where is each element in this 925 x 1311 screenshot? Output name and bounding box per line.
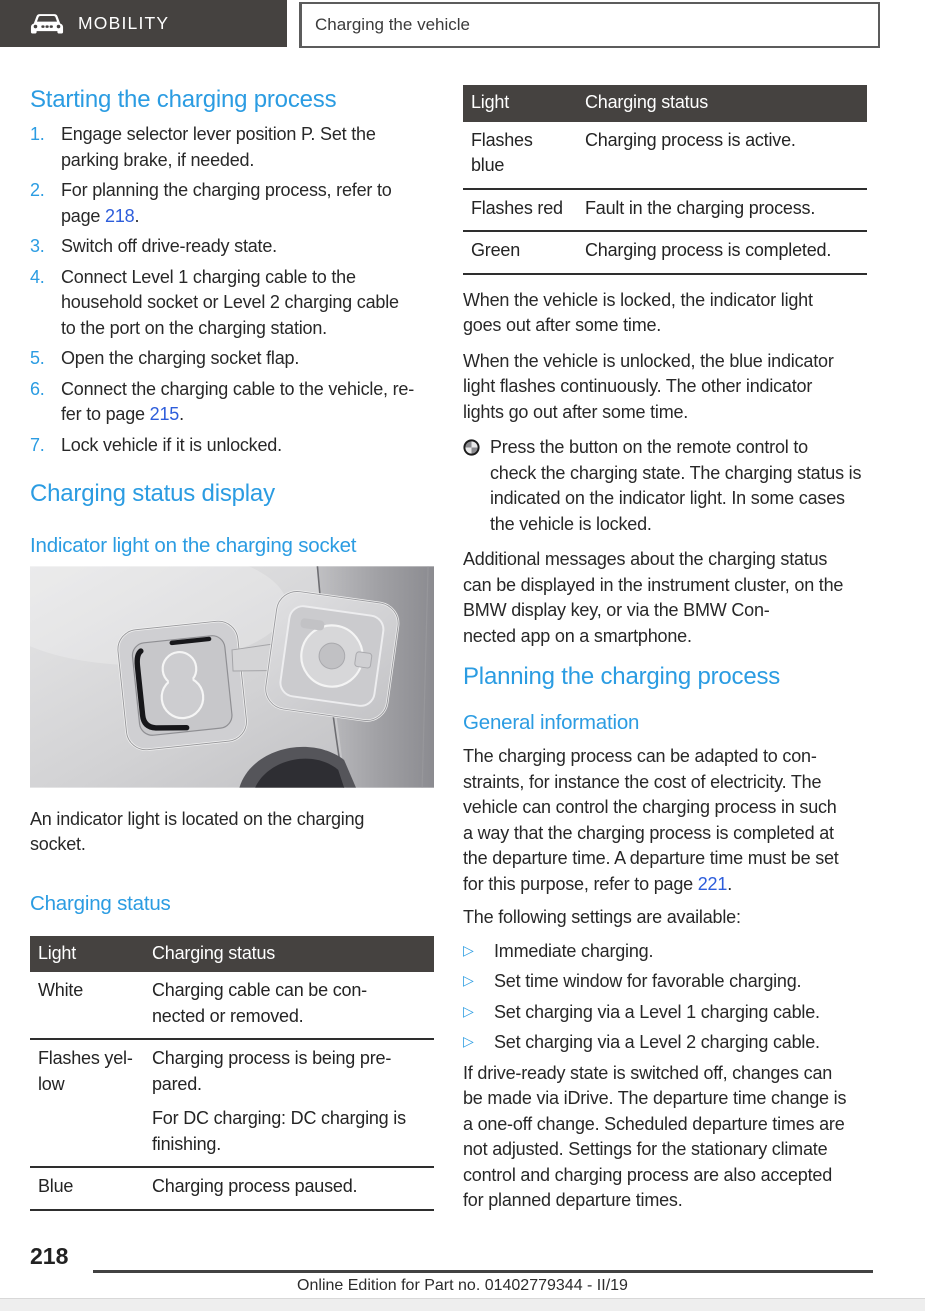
text-segment: be made via iDrive. The departure time change is xyxy=(463,1088,847,1108)
text-segment: socket. xyxy=(30,834,86,854)
text-segment: When the vehicle is unlocked, the blue indicator xyxy=(463,350,834,371)
text-segment: to the port on the charging station. xyxy=(61,317,327,338)
text-segment: Engage selector lever position P. Set the xyxy=(61,124,376,144)
text-segment: . xyxy=(179,404,184,424)
text-segment: Switch off drive-ready state. xyxy=(61,236,277,256)
text-segment: Flashes red xyxy=(471,197,563,218)
list-item xyxy=(463,969,867,995)
text-segment: parking brake, if needed. xyxy=(61,149,255,170)
text-segment: Flashes xyxy=(471,129,533,150)
subheading-charging-status: Charging status xyxy=(30,891,171,915)
list-item xyxy=(463,1030,867,1056)
text-segment: household socket or Level 2 charging cable xyxy=(61,292,399,312)
text-segment: Fault in the charging process. xyxy=(585,197,816,218)
status-cell xyxy=(152,1174,426,1200)
right-column xyxy=(463,85,867,1214)
step-text xyxy=(61,234,434,260)
heading-planning-charging: Planning the charging process xyxy=(463,663,781,690)
light-cell xyxy=(471,128,585,179)
light-cell xyxy=(38,1046,152,1157)
text-segment: pared. xyxy=(152,1073,202,1094)
text-segment: Charging cable can be con- xyxy=(152,980,367,1000)
table-header-row xyxy=(30,936,434,973)
charging-socket-illustration xyxy=(30,565,434,797)
text-segment: for planned departure times. xyxy=(463,1190,683,1210)
list-step xyxy=(30,377,434,428)
text-segment: An indicator light is located on the charging xyxy=(30,808,365,829)
text-segment: For planning the charging process, refer to xyxy=(61,180,392,200)
section-header-bar xyxy=(0,0,287,47)
list-step xyxy=(30,433,434,459)
text-segment: vehicle can control the charging process in such xyxy=(463,797,837,817)
text-segment: straints, for instance the cost of electricity. The xyxy=(463,771,822,792)
list-step xyxy=(30,122,434,173)
text-segment: check the charging state. The charging status is xyxy=(490,462,862,483)
bullet-text: Set charging via a Level 1 charging cable. xyxy=(494,1001,820,1022)
table-row xyxy=(463,122,867,190)
text-segment: Connect the charging cable to the vehicle, re- xyxy=(61,378,415,399)
light-cell xyxy=(38,1174,152,1200)
table-row xyxy=(30,1040,434,1168)
list-step xyxy=(30,234,434,260)
paragraph-vehicle-locked xyxy=(463,288,867,339)
bmw-roundel-icon xyxy=(463,439,480,456)
settings-bullet-list xyxy=(463,939,867,1056)
step-number: 6. xyxy=(30,378,45,399)
paragraph-vehicle-unlocked xyxy=(463,349,867,426)
step-text xyxy=(61,265,434,342)
triangle-bullet-icon: ▷ xyxy=(463,942,474,959)
step-text xyxy=(61,346,434,372)
text-segment: Charging process is active. xyxy=(585,129,796,150)
viewer-bottom-strip xyxy=(0,1298,925,1311)
text-segment: . xyxy=(727,873,732,894)
table-row xyxy=(30,1168,434,1211)
text-segment: control and charging process are also accepted xyxy=(463,1164,833,1185)
list-item xyxy=(463,1000,867,1026)
table-row xyxy=(463,232,867,275)
paragraph-drive-ready xyxy=(463,1061,867,1214)
list-step xyxy=(30,265,434,342)
text-segment: can be displayed in the instrument cluster, on the xyxy=(463,574,844,595)
text-segment: If drive-ready state is switched off, changes can xyxy=(463,1062,833,1083)
step-number: 1. xyxy=(30,124,45,144)
text-segment: indicated on the indicator light. In some cases xyxy=(490,488,845,508)
status-cell xyxy=(152,1046,426,1157)
left-column xyxy=(30,86,434,1211)
step-number: 5. xyxy=(30,348,45,368)
table-row xyxy=(463,190,867,233)
text-segment: fer to page xyxy=(61,404,150,424)
charging-status-table-left xyxy=(30,936,434,1211)
triangle-bullet-icon: ▷ xyxy=(463,1034,474,1050)
page-link[interactable]: 218 xyxy=(105,205,135,226)
paragraph-general-information xyxy=(463,744,867,897)
text-segment: Charging process is completed. xyxy=(585,240,832,260)
text-segment: light flashes continuously. The other indicator xyxy=(463,376,813,396)
paragraph-additional-messages xyxy=(463,547,867,649)
settings-intro: The following settings are available: xyxy=(463,907,741,927)
bullet-text: Set time window for favorable charging. xyxy=(494,971,802,991)
table-header-row xyxy=(463,85,867,122)
text-segment: Connect Level 1 charging cable to the xyxy=(61,266,356,287)
text-segment: low xyxy=(38,1073,65,1094)
page-link[interactable]: 221 xyxy=(697,873,728,894)
text-segment: lights go out after some time. xyxy=(463,401,689,422)
table-header-cell: Light xyxy=(38,942,77,963)
light-cell xyxy=(471,196,585,222)
car-front-icon xyxy=(30,11,64,37)
text-segment: Lock vehicle if it is unlocked. xyxy=(61,434,282,455)
text-segment: Additional messages about the charging status xyxy=(463,549,828,569)
page-link[interactable]: 215 xyxy=(149,404,180,424)
text-segment: nected app on a smartphone. xyxy=(463,625,692,646)
heading-starting-charging: Starting the charging process xyxy=(30,86,337,113)
text-segment: finishing. xyxy=(152,1133,222,1154)
heading-charging-status-display: Charging status display xyxy=(30,480,275,507)
text-segment: When the vehicle is locked, the indicator light xyxy=(463,289,813,310)
list-step xyxy=(30,346,434,372)
step-text xyxy=(61,178,434,229)
page-title: Charging the vehicle xyxy=(315,15,470,34)
footer-rule xyxy=(93,1270,873,1273)
list-item xyxy=(463,939,867,965)
step-number: 3. xyxy=(30,236,45,256)
text-segment: Green xyxy=(471,240,521,260)
text-segment: Blue xyxy=(38,1176,74,1196)
step-number: 7. xyxy=(30,434,45,455)
triangle-bullet-icon: ▷ xyxy=(463,1003,474,1020)
text-segment: Press the button on the remote control to xyxy=(490,437,808,457)
text-segment: goes out after some time. xyxy=(463,315,662,335)
page-number: 218 xyxy=(30,1243,69,1269)
light-cell xyxy=(38,978,152,1029)
text-segment: a one-off change. Scheduled departure times are xyxy=(463,1113,845,1134)
text-segment: page xyxy=(61,205,106,226)
footer-note: Online Edition for Part no. 01402779344 - II/19 xyxy=(297,1277,628,1294)
image-caption xyxy=(30,807,434,858)
text-segment: BMW display key, or via the BMW Con- xyxy=(463,600,770,620)
table-row xyxy=(30,972,434,1040)
chapter-title-box xyxy=(299,2,880,48)
bullet-text: Immediate charging. xyxy=(494,940,654,961)
text-segment: for this purpose, refer to page xyxy=(463,873,698,894)
status-cell xyxy=(585,238,859,264)
text-segment: blue xyxy=(471,155,505,175)
step-text xyxy=(61,377,434,428)
subheading-general-information: General information xyxy=(463,711,640,734)
status-cell xyxy=(585,196,859,222)
section-label: MOBILITY xyxy=(78,13,170,33)
step-number: 4. xyxy=(30,266,45,287)
text-segment: Flashes yel- xyxy=(38,1048,133,1068)
light-cell xyxy=(471,238,585,264)
text-segment: Charging process paused. xyxy=(152,1176,358,1196)
charging-socket-image xyxy=(30,565,434,789)
subheading-indicator-light: Indicator light on the charging socket xyxy=(30,534,357,557)
table-header-cell: Light xyxy=(471,92,510,112)
text-segment: . xyxy=(134,205,140,226)
text-segment: not adjusted. Settings for the stationary climate xyxy=(463,1139,828,1159)
text-segment: the departure time. A departure time must be set xyxy=(463,848,839,868)
table-header-cell: Charging status xyxy=(152,942,276,963)
text-segment: White xyxy=(38,980,84,1000)
triangle-bullet-icon: ▷ xyxy=(463,973,474,989)
bullet-text: Set charging via a Level 2 charging cable. xyxy=(494,1032,820,1052)
step-text xyxy=(61,122,434,173)
status-cell xyxy=(585,128,859,179)
remote-control-text xyxy=(490,435,861,537)
list-step xyxy=(30,178,434,229)
text-segment: the vehicle is locked. xyxy=(490,513,652,534)
step-text xyxy=(61,433,434,459)
text-segment: a way that the charging process is completed at xyxy=(463,822,834,843)
text-segment: The charging process can be adapted to con- xyxy=(463,746,817,766)
charging-status-table-right xyxy=(463,85,867,275)
text-segment: Charging process is being pre- xyxy=(152,1048,392,1068)
step-number: 2. xyxy=(30,180,45,200)
numbered-steps-list xyxy=(30,122,434,458)
table-header-cell: Charging status xyxy=(585,92,709,112)
text-segment: Open the charging socket flap. xyxy=(61,348,300,368)
text-segment: For DC charging: DC charging is xyxy=(152,1108,406,1128)
text-segment: nected or removed. xyxy=(152,1005,304,1026)
paragraph-remote-control xyxy=(463,435,867,537)
status-cell xyxy=(152,978,426,1029)
